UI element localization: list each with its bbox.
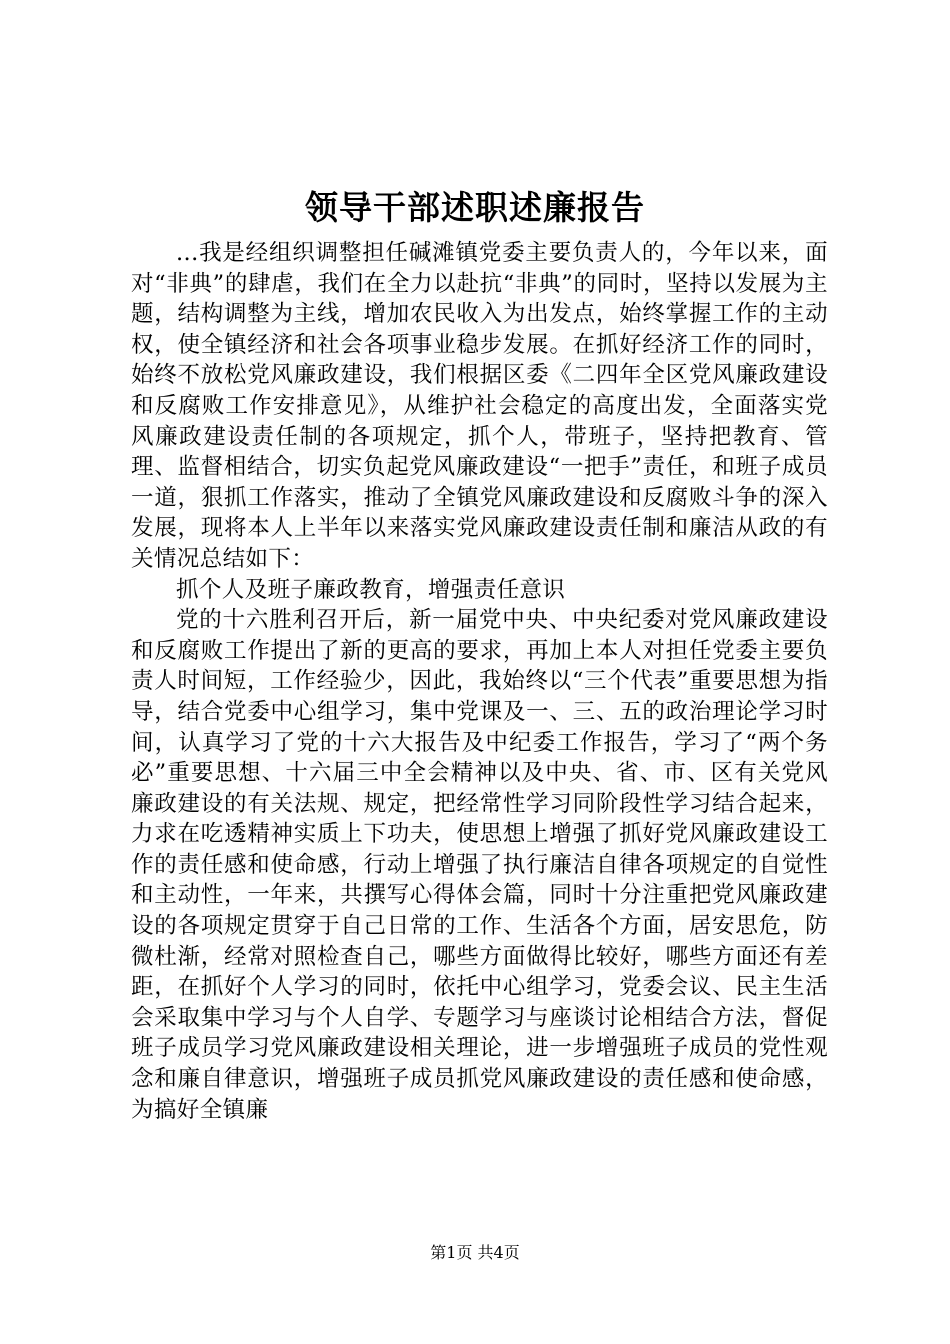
body-paragraph-study: 党的十六胜利召开后，新一届党中央、中央纪委对党风廉政建设和反腐败工作提出了新的更高的要求，再加上本人对担任党委主要负责人时间短，工作经验少，因此，我始终以“三个代表”重要思想为指导，结合党委中心组学习，集中党课及一、三、五的政治理论学习时间，认真学习了党的十六大报告及中纪委工作报告，学习了“两个务必”重要思想、十六届三中全会精神以及中央、省、市、区有关党风廉政建设的有关法规、规定，把经常性学习同阶段性学习结合起来，力求在吃透精神实质上下功夫，使思想上增强了抓好党风廉政建设工作的责任感和使命感，行动上增强了执行廉洁自律各项规定的自觉性和主动性，一年来，共撰写心得体会篇，同时十分注重把党风廉政建设的各项规定贯穿于自己日常的工作、生活各个方面，居安思危，防微杜渐，经常对照检查自己，哪些方面做得比较好，哪些方面还有差距，在抓好个人学习的同时，依托中心组学习，党委会议、民主生活会采取集中学习与个人自学、专题学习与座谈讨论相结合方法，督促班子成员学习党风廉政建设相关理论，进一步增强班子成员的党性观念和廉自律意识，增强班子成员抓党风廉政建设的责任感和使命感，为搞好全镇廉 <box>131 607 828 1123</box>
page-number-footer: 第1页 共4页 <box>430 1243 520 1262</box>
document-body <box>131 238 828 1125</box>
section-heading: 抓个人及班子廉政教育，增强责任意识 <box>176 576 566 603</box>
document-title: 领导干部述职述廉报告 <box>305 188 645 227</box>
body-paragraph-intro: ...我是经组织调整担任碱滩镇党委主要负责人的，今年以来，面对“非典”的肆虐，我们在全力以赴抗“非典”的同时，坚持以发展为主题，结构调整为主线，增加农民收入为出发点，始终掌握工作的主动权，使全镇经济和社会各项事业稳步发展。在抓好经济工作的同时，始终不放松党风廉政建设，我们根据区委《二四年全区党风廉政建设和反腐败工作安排意见》，从维护社会稳定的高度出发，全面落实党风廉政建设责任制的各项规定，抓个人，带班子，坚持把教育、管理、监督相结合，切实负起党风廉政建设“一把手”责任，和班子成员一道，狠抓工作落实，推动了全镇党风廉政建设和反腐败斗争的深入发展，现将本人上半年以来落实党风廉政建设责任制和廉洁从政的有关情况总结如下： <box>131 240 828 572</box>
